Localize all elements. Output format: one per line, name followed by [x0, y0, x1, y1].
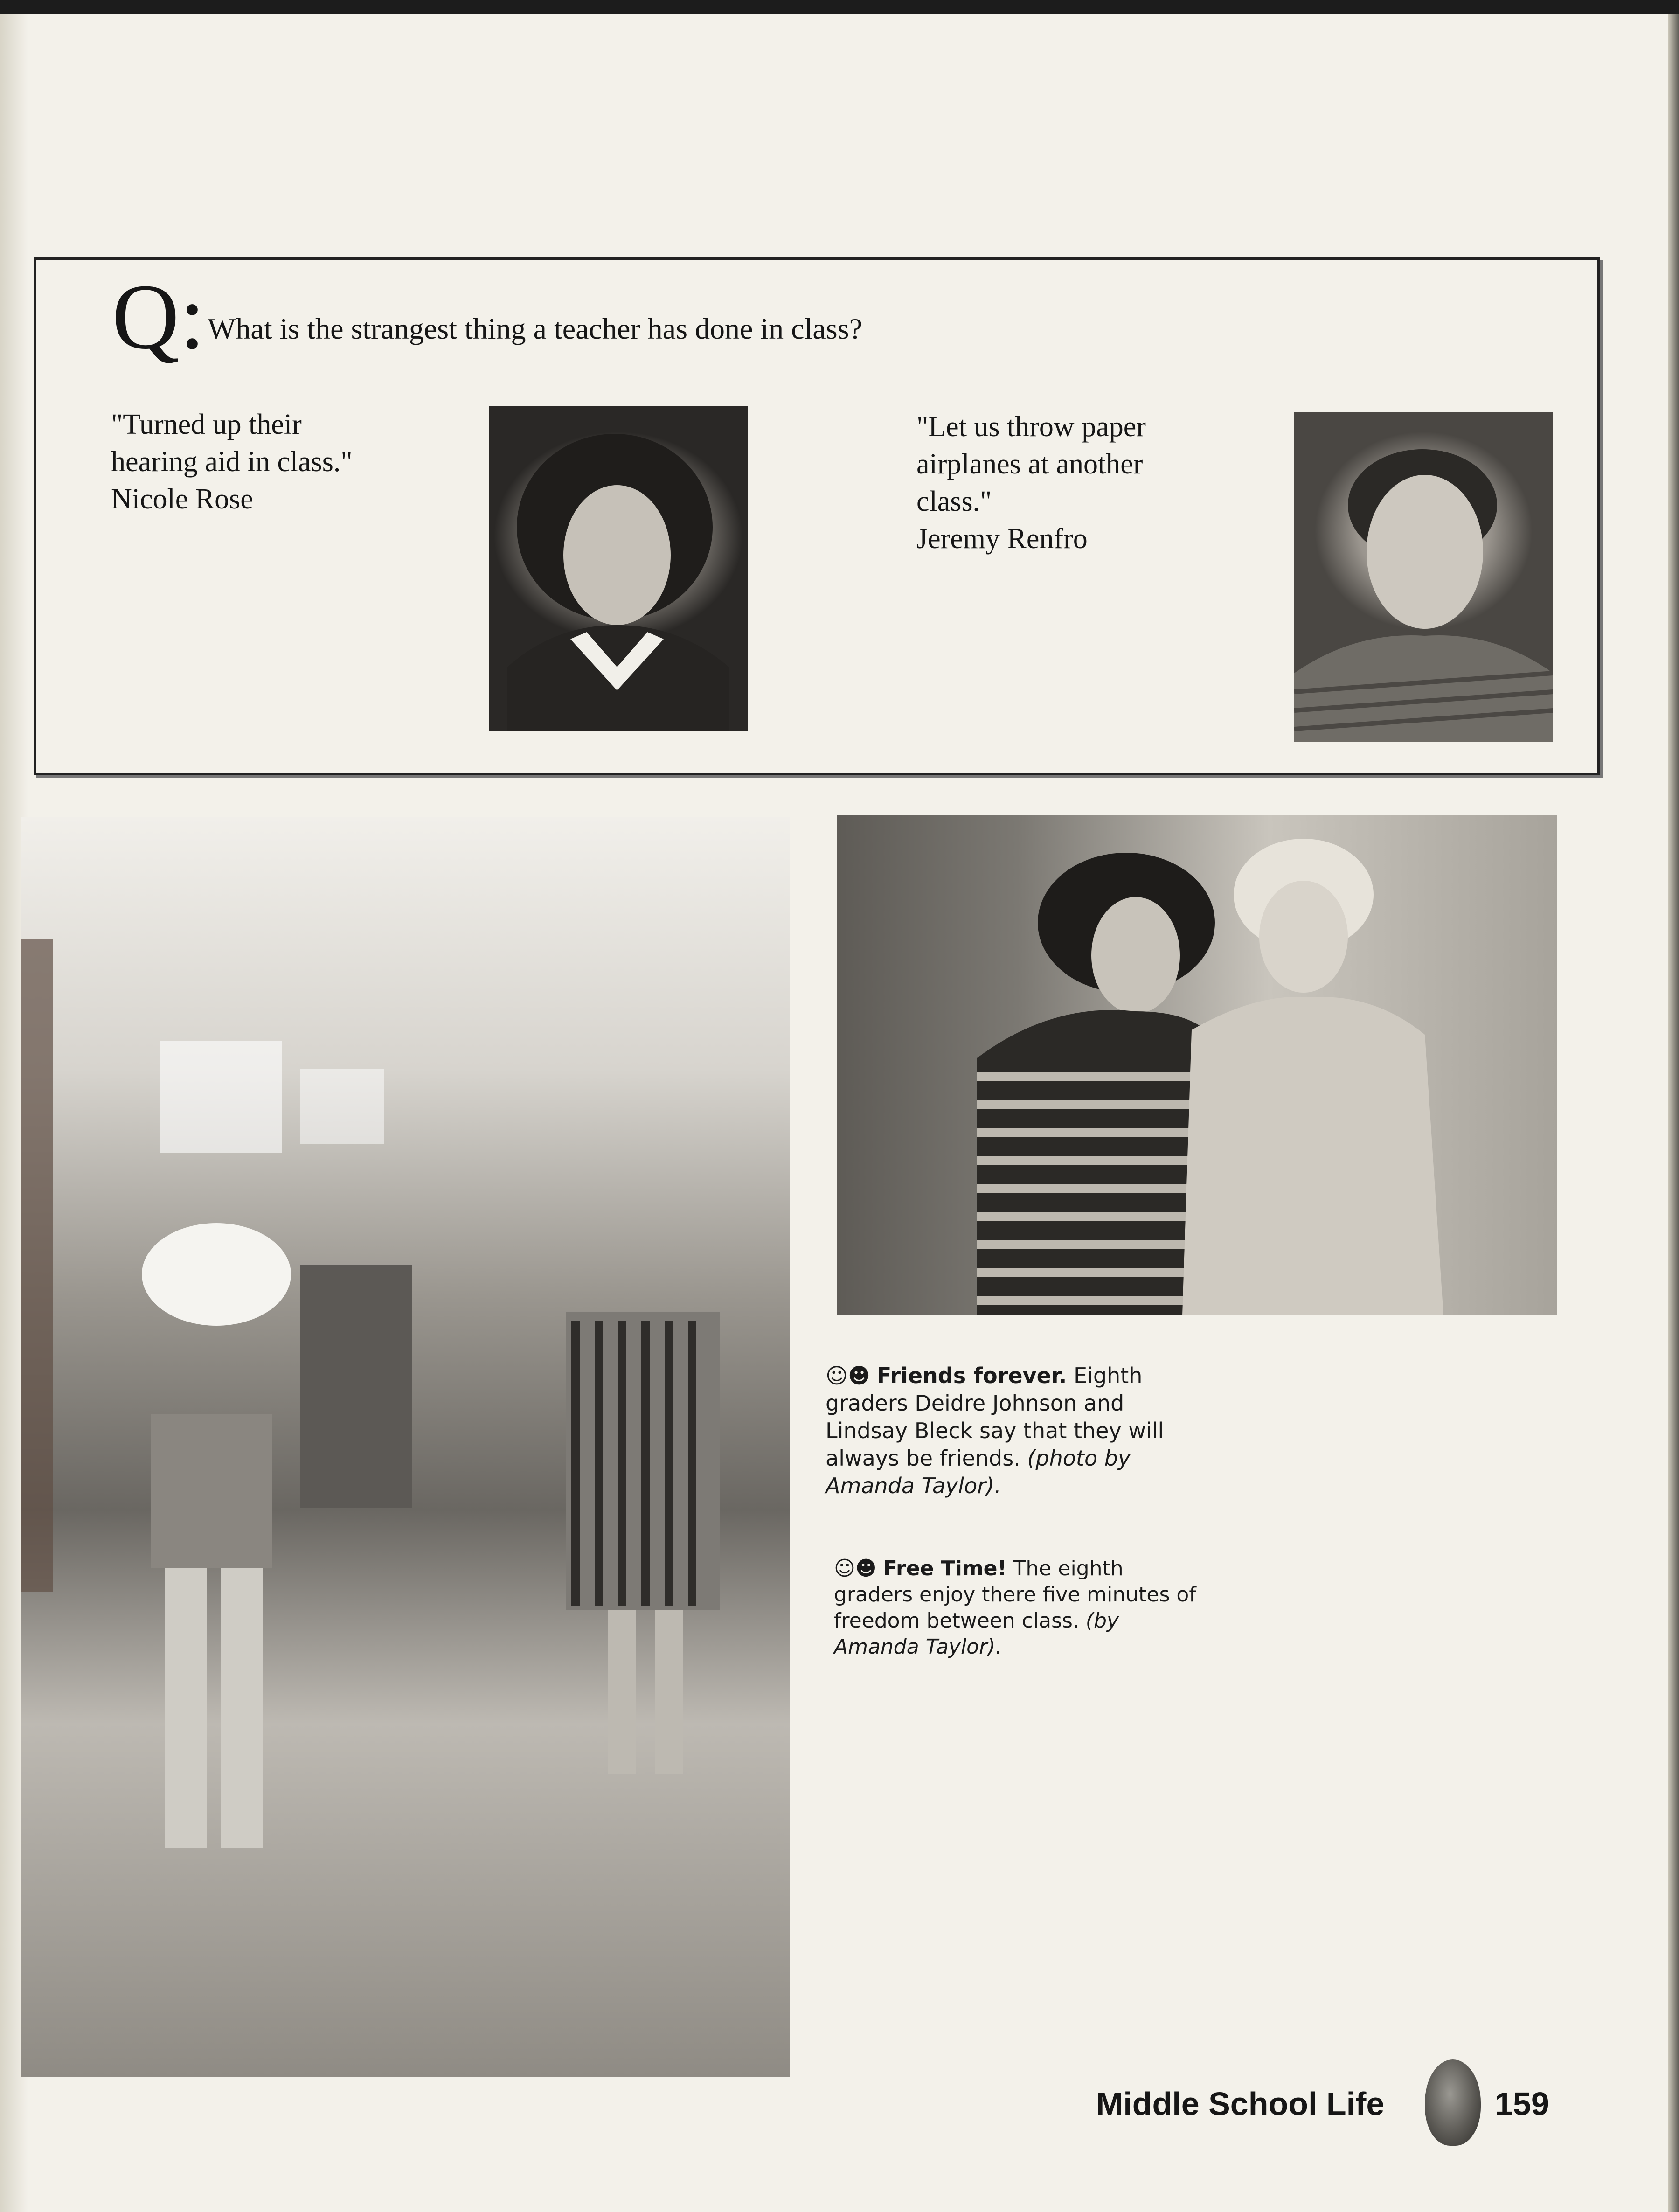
scan-top-edge	[0, 0, 1679, 14]
caption-credit: (photo by Amanda Taylor).	[826, 1446, 1131, 1498]
question-prefix: Q:	[112, 265, 205, 369]
section-title: Middle School Life	[1096, 2086, 1385, 2122]
hallway-figures	[21, 817, 790, 2077]
caption-free-time	[834, 1556, 1202, 1660]
caption-body: The eighth graders enjoy there five minutes of freedom between class.	[834, 1557, 1196, 1633]
friends-photo	[837, 815, 1557, 1315]
caption-title: Friends forever.	[876, 1363, 1067, 1388]
portrait-photo-nicole	[489, 406, 748, 731]
answer-jeremy	[916, 408, 1252, 557]
portrait-photo-jeremy	[1294, 412, 1553, 742]
caption-friends	[826, 1362, 1203, 1500]
friends-figures	[837, 815, 1557, 1315]
scan-right-edge	[1668, 14, 1679, 2212]
answer-name: Jeremy Renfro	[916, 523, 1088, 555]
two-faces-icon: ☺☻	[826, 1363, 870, 1388]
caption-body: Eighth graders Deidre Johnson and Lindsay Bleck say that they will always be friends.	[826, 1363, 1164, 1471]
fingerprint-icon	[1425, 2059, 1481, 2146]
answer-name: Nicole Rose	[111, 483, 253, 515]
answer-nicole	[111, 406, 428, 518]
answer-quote: "Turned up their hearing aid in class."	[111, 409, 353, 478]
caption-title: Free Time!	[883, 1557, 1007, 1580]
portrait-figure	[489, 406, 748, 731]
page-number: 159	[1495, 2086, 1549, 2122]
question-text: What is the strangest thing a teacher has done in class?	[208, 312, 862, 345]
answer-quote: "Let us throw paper airplanes at another class."	[916, 411, 1146, 517]
caption-credit: (by Amanda Taylor).	[834, 1609, 1119, 1659]
two-faces-icon: ☺☻	[834, 1557, 877, 1580]
hallway-photo	[21, 817, 790, 2077]
portrait-figure	[1294, 412, 1553, 742]
